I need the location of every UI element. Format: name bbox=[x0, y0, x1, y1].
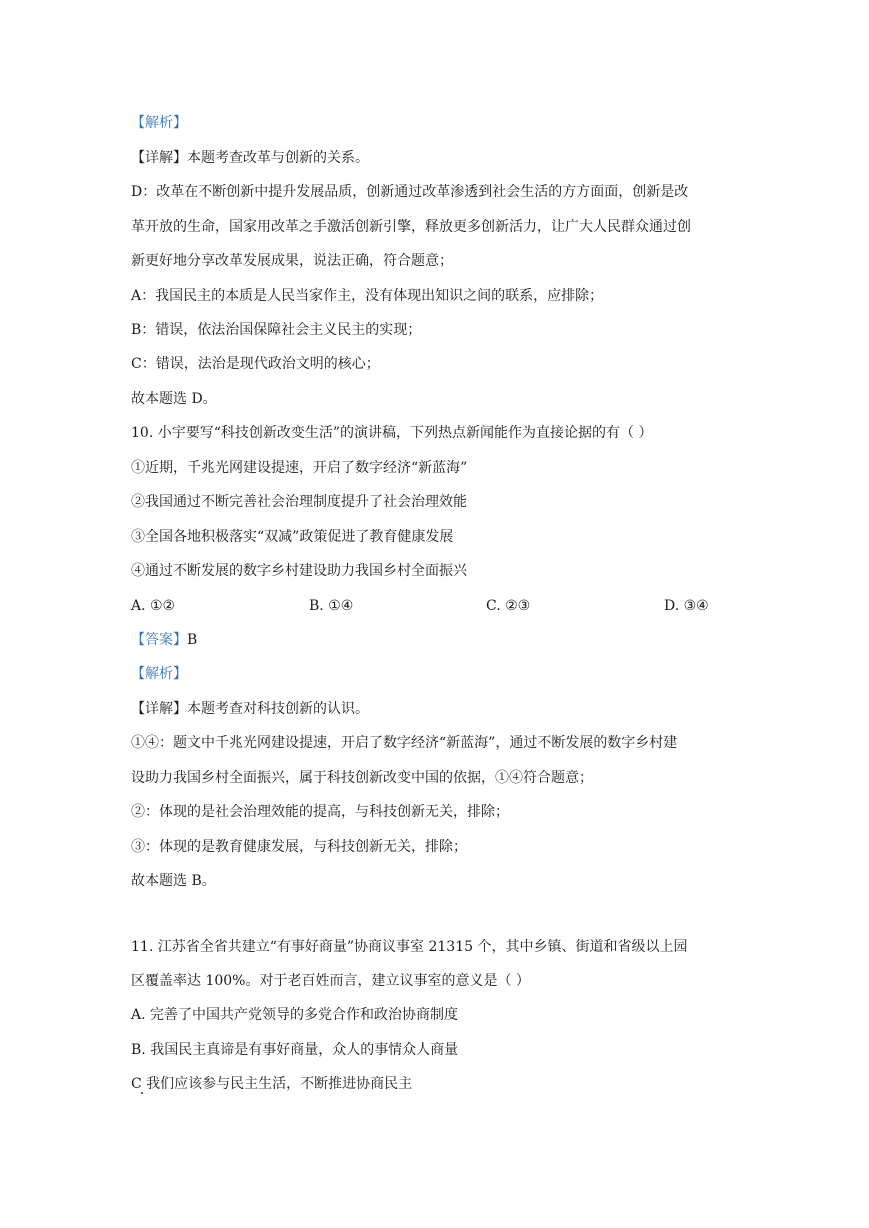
q10-e3-line: ③：体现的是教育健康发展，与科技创新无关，排除； bbox=[131, 839, 467, 855]
q11-option-b: B. 我国民主真谛是有事好商量，众人的事情众人商量 bbox=[131, 1042, 459, 1058]
q10-option-b: B. ①④ bbox=[309, 598, 354, 614]
q10-stem: 10. 小宇要写“科技创新改变生活”的演讲稿，下列热点新闻能作为直接论据的有（ ） bbox=[131, 425, 653, 441]
q10-conclusion: 故本题选 B。 bbox=[131, 873, 216, 889]
q9-detail-tag: 【详解】 bbox=[131, 150, 187, 166]
q9-analysis-tag: 【解析】 bbox=[131, 115, 187, 131]
q9-detail-text: 本题考查改革与创新的关系。 bbox=[187, 150, 369, 166]
q11-stem-line1: 11. 江苏省全省共建立“有事好商量”协商议事室 21315 个，其中乡镇、街道和省级以上园 bbox=[131, 939, 688, 955]
q11-option-a: A. 完善了中国共产党领导的多党合作和政治协商制度 bbox=[131, 1007, 459, 1023]
stray-dot bbox=[141, 1092, 143, 1094]
q10-detail-text: 本题考查对科技创新的认识。 bbox=[187, 701, 369, 717]
q10-option-d: D. ③④ bbox=[664, 598, 709, 614]
q10-item-2: ②我国通过不断完善社会治理制度提升了社会治理效能 bbox=[131, 494, 467, 510]
q9-d-line2: 革开放的生命，国家用改革之手激活创新引擎，释放更多创新活力，让广大人民群众通过创 bbox=[131, 219, 691, 235]
q10-analysis-tag: 【解析】 bbox=[131, 666, 187, 682]
q10-e14-line1: ①④：题文中千兆光网建设提速，开启了数字经济“新蓝海”，通过不断发展的数字乡村建 bbox=[131, 735, 678, 751]
q11-stem-line2: 区覆盖率达 100%。对于老百姓而言，建立议事室的意义是（ ） bbox=[131, 973, 530, 989]
q10-option-c: C. ②③ bbox=[486, 598, 531, 614]
q9-detail bbox=[131, 148, 369, 168]
q9-conclusion: 故本题选 D。 bbox=[131, 391, 217, 407]
q10-option-a: A. ①② bbox=[131, 598, 176, 614]
q10-item-1: ①近期，千兆光网建设提速，开启了数字经济“新蓝海” bbox=[131, 460, 468, 476]
q9-d-line3: 新更好地分享改革发展成果，说法正确，符合题意； bbox=[131, 253, 453, 269]
q10-item-3: ③全国各地积极落实“双减”政策促进了教育健康发展 bbox=[131, 529, 454, 545]
q9-a-line: A：我国民主的本质是人民当家作主，没有体现出知识之间的联系，应排除； bbox=[131, 288, 604, 304]
q10-detail-tag: 【详解】 bbox=[131, 701, 187, 717]
q9-c-line: C：错误，法治是现代政治文明的核心； bbox=[131, 356, 380, 372]
q10-item-4: ④通过不断发展的数字乡村建设助力我国乡村全面振兴 bbox=[131, 563, 467, 579]
q10-e14-line2: 设助力我国乡村全面振兴，属于科技创新改变中国的依据，①④符合题意； bbox=[131, 770, 593, 786]
q10-e2-line: ②：体现的是社会治理效能的提高，与科技创新无关，排除； bbox=[131, 804, 509, 820]
q9-b-line: B：错误，依法治国保障社会主义民主的实现； bbox=[131, 322, 422, 338]
q10-answer bbox=[131, 630, 197, 650]
q10-detail bbox=[131, 699, 369, 719]
q10-answer-value: B bbox=[187, 632, 198, 648]
q11-option-c: C 我们应该参与民主生活，不断推进协商民主 bbox=[131, 1076, 413, 1092]
q10-answer-tag: 【答案】 bbox=[131, 632, 187, 648]
q9-d-line1: D：改革在不断创新中提升发展品质，创新通过改革渗透到社会生活的方方面面，创新是改 bbox=[131, 184, 689, 200]
